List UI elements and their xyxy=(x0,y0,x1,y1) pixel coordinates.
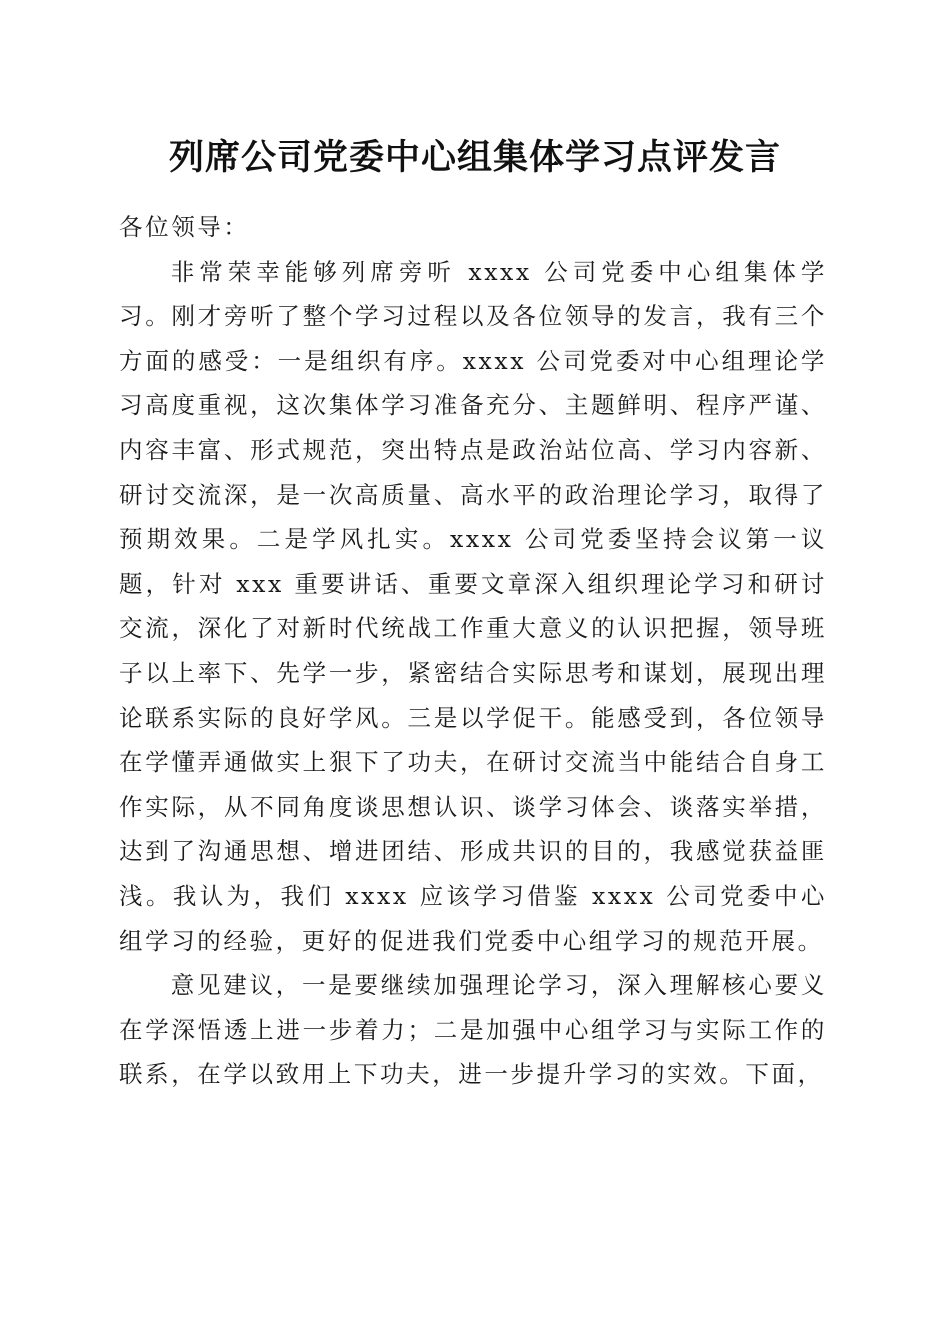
document-body xyxy=(119,205,827,1097)
paragraph-feelings: 非常荣幸能够列席旁听 xxxx 公司党委中心组集体学习。刚才旁听了整个学习过程以及各位领导的发言，我有三个方面的感受：一是组织有序。xxxx 公司党委对中心组理论学习高度重视，这次集体学习准备充分、主题鲜明、程序严谨、内容丰富、形式规范，突出特点是政治站位高、学习内容新、研讨交流深，是一次高质量、高水平的政治理论学习，取得了预期效果。二是学风扎实。xxxx 公司党委坚持会议第一议题，针对 xxx 重要讲话、重要文章深入组织理论学习和研讨交流，深化了对新时代统战工作重大意义的认识把握，领导班子以上率下、先学一步，紧密结合实际思考和谋划，展现出理论联系实际的良好学风。三是以学促干。能感受到，各位领导在学懂弄通做实上狠下了功夫，在研讨交流当中能结合自身工作实际，从不同角度谈思想认识、谈学习体会、谈落实举措，达到了沟通思想、增进团结、形成共识的目的，我感觉获益匪浅。我认为，我们 xxxx 应该学习借鉴 xxxx 公司党委中心组学习的经验，更好的促进我们党委中心组学习的规范开展。 xyxy=(119,257,827,955)
document-title: 列席公司党委中心组集体学习点评发言 xyxy=(168,137,781,178)
paragraph-suggestions: 意见建议，一是要继续加强理论学习，深入理解核心要义在学深悟透上进一步着力；二是加强中心组学习与实际工作的联系，在学以致用上下功夫，进一步提升学习的实效。下面， xyxy=(119,971,827,1089)
salutation: 各位领导： xyxy=(119,213,250,241)
